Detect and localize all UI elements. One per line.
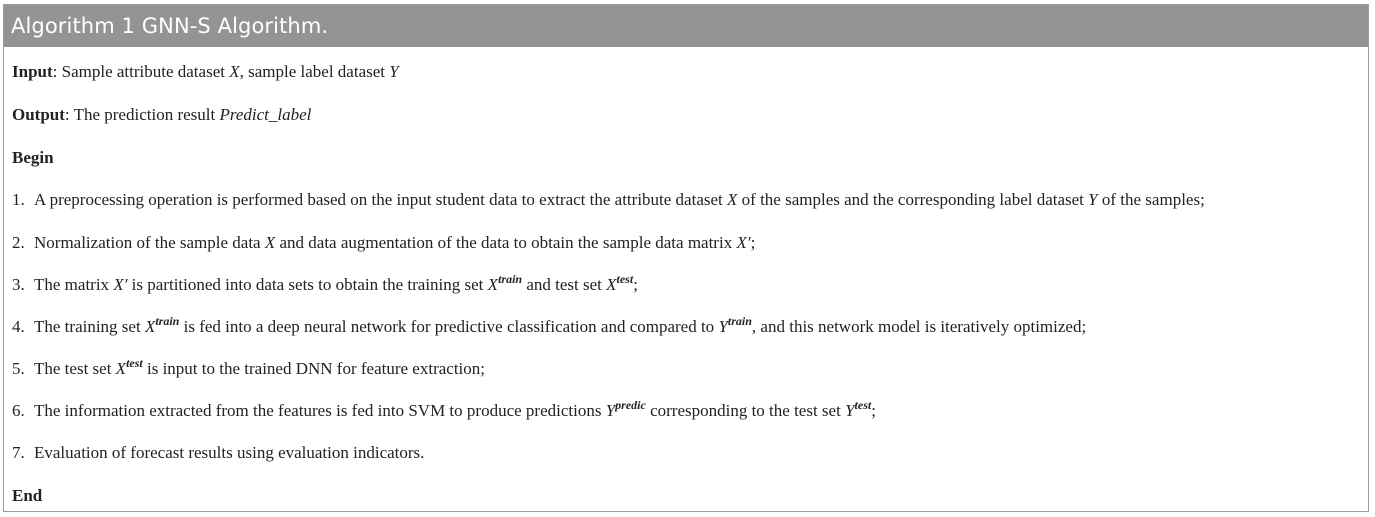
step-3: 3. The matrix X′ is partitioned into data sets to obtain the training set $X^{train}$ and test set $X^{test}$; — [12, 272, 638, 294]
input-line: Input: Sample attribute dataset X, sample label dataset Y — [12, 62, 399, 81]
step-1: 1. A preprocessing operation is performed based on the input student data to extract the attribute dataset X of the samples and the corresponding label dataset Y of the samples; — [12, 190, 1205, 209]
end-line — [12, 486, 42, 506]
step-4: 4. The training set $X^{train}$ is fed into a deep neural network for predictive classification and compared to $Y^{train}$, and this network model is iteratively optimized; — [12, 314, 1087, 336]
algorithm-title: Algorithm 1 GNN-S Algorithm. — [4, 5, 1368, 47]
algorithm-box — [3, 4, 1369, 512]
end-label: End — [12, 486, 43, 505]
input-label: Input — [12, 62, 53, 81]
step-2: 2. Normalization of the sample data X and data augmentation of the data to obtain the sample data matrix X′; — [12, 233, 756, 252]
step-7: 7. Evaluation of forecast results using evaluation indicators. — [12, 443, 425, 462]
output-label: Output — [12, 105, 65, 124]
begin-line — [12, 148, 54, 168]
begin-label: Begin — [12, 148, 54, 167]
step-6: 6. The information extracted from the features is fed into SVM to produce predictions $Y^{predic}$ corresponding to the test set $Y^{test}$; — [12, 398, 876, 420]
output-line: Output: The prediction result Predict_label — [12, 105, 312, 124]
step-5: 5. The test set $X^{test}$ is input to the trained DNN for feature extraction; — [12, 356, 485, 378]
